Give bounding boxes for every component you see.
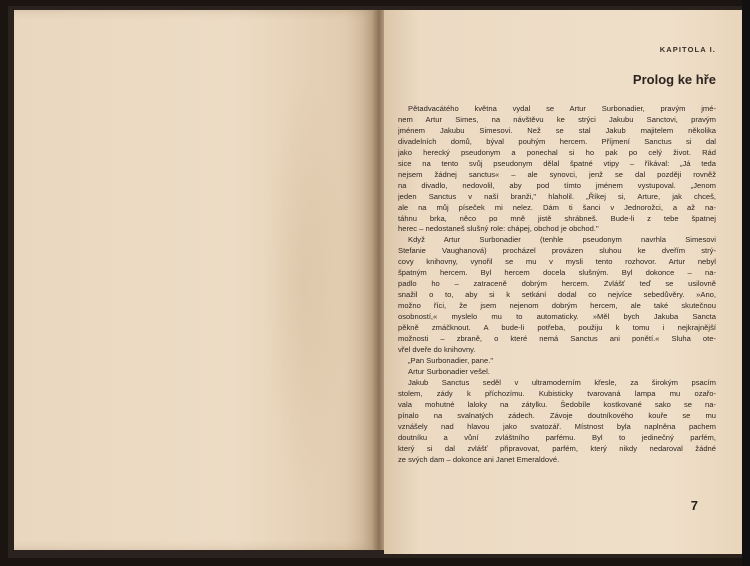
- left-page-blank: [14, 10, 374, 550]
- text-line: doutníku a vůní zvláštního parfému. Byl to jedinečný parfém,: [398, 432, 716, 442]
- text-line: špatným hercem. Byl hercem docela slušným. Byl dokonce – na-: [398, 268, 716, 278]
- text-line: možnosti – zbraně, o které nemá Sanctus ani ponětí.« Sluha ote-: [398, 334, 716, 344]
- text-line: nejsem žádnej sanctus« – ale synovci, jenž se dal později rovněž: [398, 169, 716, 179]
- text-line: ale na můj píseček mi nelez. Dám ti šanci v Jednorožci, a až na-: [398, 202, 716, 212]
- right-page: [384, 10, 742, 554]
- text-line: táhnu brka, něco po mně jistě shrábneš. Bude-li z tebe špatnej: [398, 213, 716, 223]
- text-line: „Pan Surbonadier, pane.": [408, 355, 494, 365]
- text-line: ze svých dam – dokonce ani Janet Emeraldové.: [398, 454, 560, 464]
- text-line: na divadlo, nedovolil, aby pod tímto jménem vystupoval. „Jenom: [398, 180, 716, 190]
- page-number: 7: [690, 498, 698, 513]
- scan-edge: [742, 0, 750, 566]
- text-line: Pětadvacátého května vydal se Artur Surbonadier, pravým jmé-: [408, 104, 716, 113]
- page-stain: [264, 70, 344, 500]
- text-line: sice na tento svůj pseudonym dělal špatné vtipy – říkával: „Já teda: [398, 158, 716, 168]
- text-line: padlo ho – zatraceně dobrým hercem. Zvlášť teď se usilovně: [398, 279, 716, 289]
- chapter-title: Prolog ke hře: [632, 72, 716, 87]
- text-line: jeden Sanctus v naší branži," hlaholil. „Říkej si, Arture, jak chceš,: [398, 191, 716, 201]
- text-line: osobností,« myslelo mu to automaticky. »Měl bych Jakuba Sancta: [398, 312, 716, 322]
- text-line: nem Artur Simes, na návštěvu ke strýci Jakubu Sanctovi, pravým: [398, 114, 716, 124]
- text-line: covy knihovny, vynořil se mu v mysli tento rozhovor. Artur nebyl: [398, 257, 716, 267]
- chapter-heading: KAPITOLA I.: [659, 45, 716, 54]
- text-line: pínalo na svalnatých zádech. Závoje doutníkového kouře se mu: [398, 410, 716, 420]
- text-line: stolem, zády k příchozímu. Kubisticky tvarovaná lampa mu ozařo-: [398, 388, 716, 398]
- text-line: jako herecký pseudonym a ponechal si ho pak po celý život. Rád: [398, 147, 716, 157]
- text-line: vala mohutné laloky na zátylku. Šedobíle kostkované sako se na-: [398, 399, 716, 409]
- text-line: vznášely nad hlavou jako svatozář. Místnost byla naplněna pachem: [398, 421, 716, 431]
- text-line: herec – nedostaneš slušný role: chápej, obchod je obchod.": [398, 224, 599, 234]
- text-line: pěkně zmáčknout. A bude-li potřeba, použiju k tomu i nejkrajnější: [398, 323, 716, 333]
- text-line: možno říci, že jsem nejenom dobrým hercem, ale také skutečnou: [398, 301, 716, 311]
- text-line: Artur Surbonadier vešel.: [408, 366, 490, 376]
- text-line: Stefanie Vaughanová) procházel provázen sluhou ke dveřím strý-: [398, 246, 716, 256]
- text-line: jménem Jakubu Simesovi. Než se stal Jakub majitelem několika: [398, 125, 716, 135]
- text-line: vřel dveře do knihovny.: [398, 344, 476, 354]
- body-text: [398, 104, 716, 465]
- text-line: který si dal zvlášť připravovat, parfém, který nikdy nedaroval žádné: [398, 443, 716, 453]
- text-line: Jakub Sanctus seděl v ultramoderním křesle, za širokým psacím: [408, 377, 716, 387]
- text-line: divadelních domů, býval pouhým hercem. Příjmení Sanctus si dal: [398, 136, 716, 146]
- text-line: snažil o to, aby si k setkání dodal co nejvíce sebedůvěry. »Ano,: [398, 290, 716, 300]
- text-line: Když Artur Surbonadier (tenhle pseudonym navrhla Simesovi: [408, 235, 716, 245]
